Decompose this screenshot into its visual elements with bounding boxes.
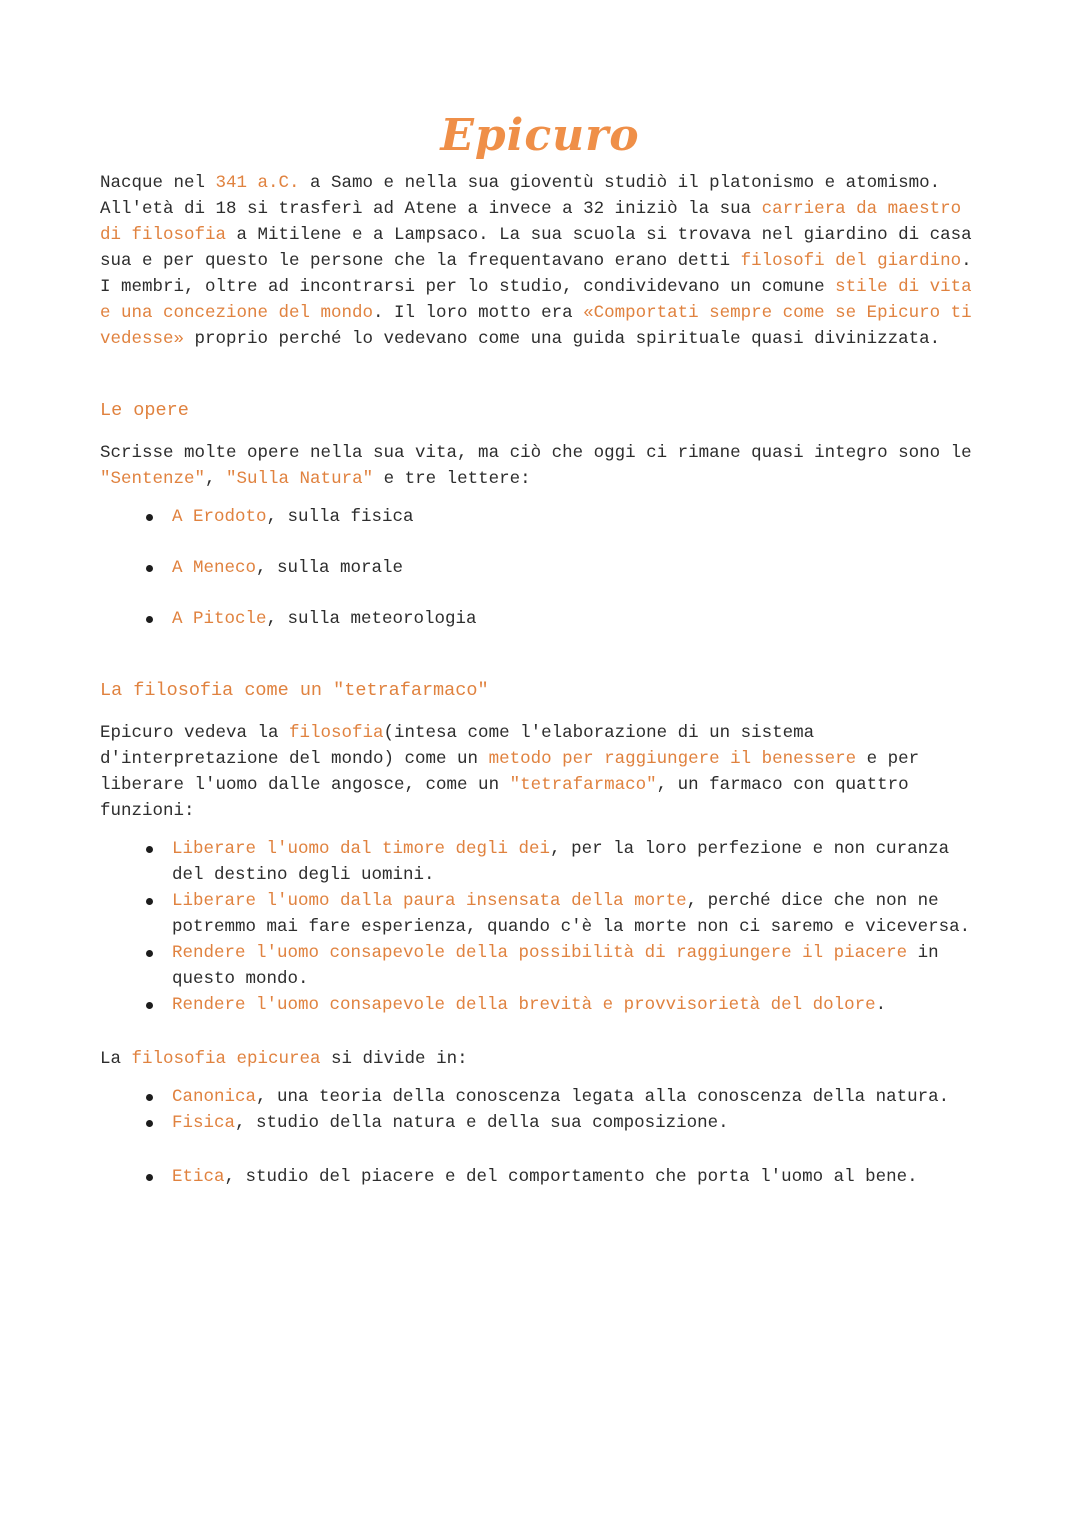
highlighted-text: "Sulla Natura"	[226, 469, 374, 490]
text-run: , studio della natura e della sua composizione.	[235, 1113, 729, 1134]
text-run: , una teoria della conoscenza legata alla conoscenza della natura.	[256, 1087, 950, 1108]
list-item	[144, 836, 980, 888]
highlighted-text: Canonica	[172, 1087, 257, 1108]
highlighted-text: A Meneco	[172, 558, 257, 579]
highlighted-text: A Erodoto	[172, 507, 267, 528]
highlighted-text: Etica	[172, 1167, 225, 1188]
text-run: La	[100, 1049, 132, 1070]
text-run: , per la loro perfezione e non curanza del destino degli uomini.	[172, 839, 950, 886]
highlighted-text: carriera da maestro di filosofia	[100, 199, 962, 246]
text-run: e per liberare l'uomo dalle angosce, come un	[100, 749, 920, 796]
bullet-list	[100, 1084, 980, 1190]
text-run: (intesa come l'elaborazione di un sistema d'interpretazione del mondo) come un	[100, 723, 815, 770]
highlighted-text: "tetrafarmaco"	[509, 775, 657, 796]
text-run: Scrisse molte opere nella sua vita, ma ciò che oggi ci rimane quasi integro sono le	[100, 443, 972, 464]
list-item	[144, 940, 980, 992]
highlighted-text: Rendere l'uomo consapevole della possibilità di raggiungere il piacere	[172, 943, 908, 964]
text-run: , studio del piacere e del comportamento che porta l'uomo al bene.	[224, 1167, 918, 1188]
text-run: , sulla meteorologia	[266, 609, 477, 630]
highlighted-text: «Comportati sempre come se Epicuro ti vedesse»	[100, 303, 972, 350]
document-content	[100, 170, 980, 1190]
highlighted-text: filosofia epicurea	[131, 1049, 321, 1070]
list-item	[144, 1110, 980, 1136]
highlighted-text: Liberare l'uomo dalla paura insensata della morte	[172, 891, 687, 912]
text-run: , sulla fisica	[266, 507, 414, 528]
text-run: proprio perché lo vedevano come una guida spirituale quasi divinizzata.	[184, 329, 941, 350]
highlighted-text: 341 a.C.	[215, 173, 300, 194]
text-run: , perché dice che non ne potremmo mai fare esperienza, quando c'è la morte non ci saremo e viceversa.	[172, 891, 971, 938]
highlighted-text: metodo per raggiungere il benessere	[488, 749, 857, 770]
text-run: . I membri, oltre ad incontrarsi per lo studio, condividevano un comune	[100, 251, 972, 298]
bullet-list	[100, 836, 980, 1018]
highlighted-text: "Sentenze"	[100, 469, 206, 490]
text-run: Nacque nel	[100, 173, 216, 194]
paragraph	[100, 170, 980, 352]
section-heading: La filosofia come un "tetrafarmaco"	[100, 680, 489, 702]
list-item	[144, 504, 980, 530]
bullet-list	[100, 504, 980, 632]
list-item	[144, 606, 980, 632]
section-heading: Le opere	[100, 400, 189, 422]
highlighted-text: filosofia	[289, 723, 384, 744]
text-run: si divide in:	[320, 1049, 468, 1070]
list-item	[144, 555, 980, 581]
paragraph	[100, 1046, 980, 1072]
text-run: , un farmaco con quattro funzioni:	[100, 775, 909, 822]
highlighted-text: A Pitocle	[172, 609, 267, 630]
text-run: Epicuro vedeva la	[100, 723, 290, 744]
highlighted-text: filosofi del giardino	[740, 251, 962, 272]
text-run: , sulla morale	[256, 558, 404, 579]
document-title: Epicuro	[440, 110, 640, 161]
text-run: . Il loro motto era	[373, 303, 584, 324]
list-item	[144, 1164, 980, 1190]
list-item	[144, 992, 980, 1018]
list-item	[144, 888, 980, 940]
text-run: .	[875, 995, 887, 1016]
text-run: a Samo e nella sua gioventù studiò il platonismo e atomismo. All'età di 18 si trasferì ad Atene a invece a 32 iniziò la sua	[100, 173, 941, 220]
highlighted-text: Liberare l'uomo dal timore degli dei	[172, 839, 551, 860]
highlighted-text: Rendere l'uomo consapevole della brevità e provvisorietà del dolore	[172, 995, 876, 1016]
highlighted-text: Fisica	[172, 1113, 236, 1134]
highlighted-text: stile di vita e una concezione del mondo	[100, 277, 972, 324]
paragraph	[100, 720, 980, 824]
text-run: in questo mondo.	[172, 943, 939, 990]
text-run: e tre lettere:	[373, 469, 531, 490]
list-item	[144, 1084, 980, 1110]
text-run: ,	[205, 469, 227, 490]
text-run: a Mitilene e a Lampsaco. La sua scuola si trovava nel giardino di casa sua e per questo le persone che la frequentavano erano detti	[100, 225, 972, 272]
paragraph	[100, 440, 980, 492]
